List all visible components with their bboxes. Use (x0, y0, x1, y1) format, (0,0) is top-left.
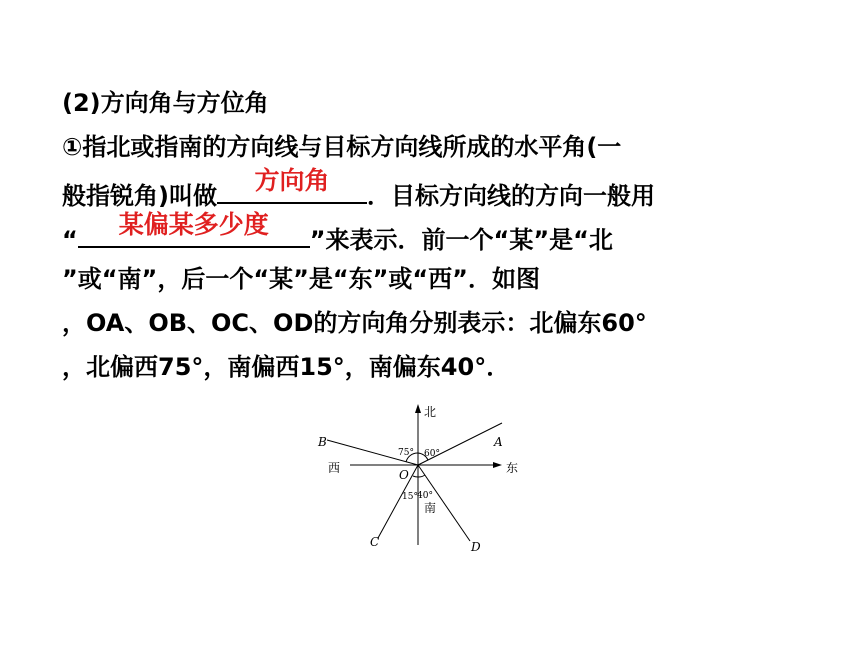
east-arrow-icon (493, 462, 502, 468)
answer-direction-angle: 方向角 (254, 166, 330, 195)
heading: (2)方向角与方位角 (62, 89, 269, 117)
arc-angle-d (418, 475, 425, 477)
text-segment: 般指锐角)叫做 (62, 182, 217, 210)
text-segment: ．目标方向线的方向一般用 (366, 182, 655, 210)
label-d: D (471, 540, 481, 554)
label-angle-40: 40° (417, 491, 433, 501)
label-c: C (370, 535, 380, 549)
answer-format: 某偏某多少度 (118, 210, 269, 239)
label-b: B (318, 435, 327, 449)
text-line-1: ①指北或指南的方向线与目标方向线所成的水平角(一 (62, 133, 622, 161)
label-origin: O (399, 468, 409, 482)
label-north: 北 (424, 405, 437, 419)
north-arrow-icon (415, 404, 421, 413)
open-quote: “ (62, 226, 78, 254)
label-east: 东 (506, 461, 519, 475)
text-line-5: ，OA、OB、OC、OD的方向角分别表示：北偏东60° (62, 309, 647, 337)
label-angle-75: 75° (398, 448, 414, 458)
label-a: A (494, 435, 503, 449)
text-line-6: ，北偏西75°，南偏西15°，南偏东40°． (62, 353, 511, 381)
label-angle-15: 15° (402, 492, 418, 502)
label-south: 南 (424, 501, 437, 515)
label-west: 西 (328, 461, 341, 475)
arc-angle-c (413, 476, 418, 477)
text-segment: ”来表示．前一个“某”是“北 (309, 226, 613, 254)
label-angle-60: 60° (424, 449, 440, 459)
text-line-4: ”或“南”，后一个“某”是“东”或“西”．如图 (62, 265, 540, 293)
